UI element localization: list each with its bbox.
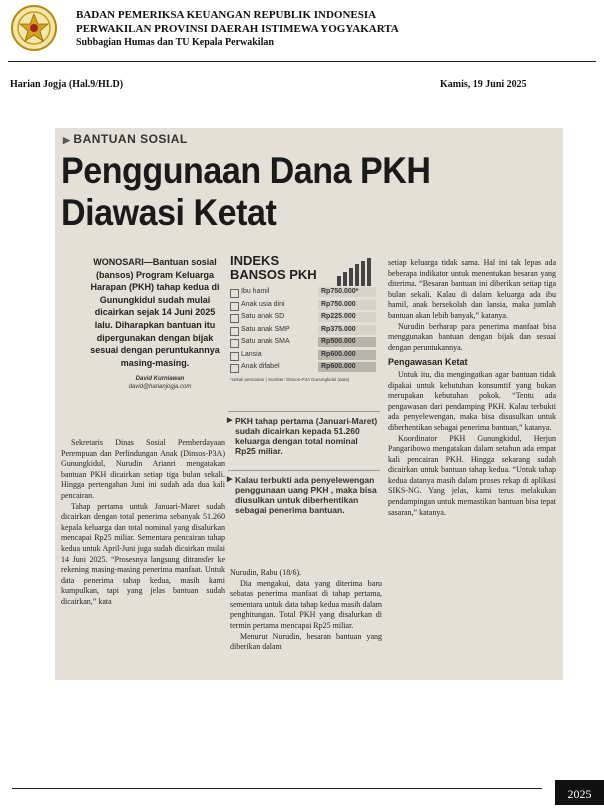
infobox-row [230,312,380,325]
bpk-seal-logo [10,4,58,52]
byline [105,375,215,391]
checkbox-icon [230,352,239,361]
infobox-row-label: Satu anak SMA [241,338,290,345]
infobox-row [230,362,380,375]
checkbox-icon [230,327,239,336]
section-label: BANTUAN SOSIAL [73,132,188,146]
infobox-rows [230,287,380,375]
infobox-row-value: Rp600.000 [318,362,376,372]
infobox-row-label: Anak usia dini [241,300,285,308]
bullet-text: PKH tahap pertama (Januari-Maret) sudah dicairkan kepada 51.260 keluarga dengan total nominal Rp25 miliar. [235,416,378,456]
infobox-row-label: Satu anak SD [241,313,285,320]
org-name-line1: BADAN PEMERIKSA KEUANGAN REPUBLIK INDONESIA [76,9,377,21]
article-column-1 [61,438,225,608]
infobox-row-value: Rp750.000 [318,300,376,310]
checkbox-icon [230,289,239,298]
bullet-arrow-icon: ▶ [227,417,233,424]
infobox-row-value: Rp375.000 [318,325,376,335]
infobox-row-label: Ibu hamil [241,288,270,295]
paragraph: Tahap pertama untuk Januari-Maret sudah dicairkan dengan total penerima sebanyak 51.260 kepala keluarga dan total nominal yang disalurkan mencapai Rp25 miliar. Sementara pencairan tahap kedua untuk April-Juni juga sudah dicairkan mulai 14 Juni 2025. “Prosesnya langsung ditransfer ke rekening masing-masing penerima manfaat. Untuk data penerima tahap kedua, masih kami kumpulkan, tapi yang jelas bantuan sudah dicairkan,” kata [61,501,225,606]
infobox-row [230,337,380,350]
infobox-title-line1: INDEKS [230,253,280,268]
checkbox-icon [230,302,239,311]
paragraph: setiap keluarga tidak sama. Hal ini tak lepas ada beberapa indikator untuk menentukan besaran yang diterima. “Besaran bantuan ini diberikan setiap tiga bulan sekali. Kalau di dalam keluarga ada ibu hamil, anak bersekolah dan lansia, maka jumlah bantuan akan lebih banyak,” katanya. [388,258,556,320]
infobox-row [230,350,380,363]
bullet-text: Kalau terbukti ada penyelewengan penggunaan uang PKH , maka bisa diusulkan untuk diberhentikan sebagai penerima bantuan. [235,475,377,515]
bullet-point [227,475,380,515]
infobox-row-value: Rp600.000 [318,350,376,360]
byline-email: david@harianjogja.com [128,384,192,390]
divider [228,470,380,471]
article-column-2 [230,568,382,653]
org-unit-line: Subbagian Humas dan TU Kepala Perwakilan [76,37,274,48]
infobox-row-label: Anak difabel [241,363,280,370]
subheading: Pengawasan Ketat [388,357,468,368]
byline-name: David Kurniawan [135,376,185,382]
document-header [0,0,604,60]
bansos-index-infobox [230,254,380,382]
infobox-row [230,287,380,300]
article-column-3 [388,258,556,518]
headline-line1: Penggunaan Dana PKH [61,150,431,191]
footer-divider [12,788,542,789]
paragraph: Menurut Nurudin, besaran bantuan yang diberikan dalam [230,631,382,652]
source-label: Harian Jogja (Hal.9/HLD) [10,79,124,90]
paragraph: Koordinator PKH Gunungkidul, Herjun Pangaribowo mengatakan dalam setahun ada empat kali pencairan PKH. Hingga sekarang sudah dicairkan untuk bantuan tahap kedua. “Untuk tahap kedua datanya masih dalam proses rekap di aplikasi SIKS-NG. Yang jelas, kami terus melakukan pendampingan untuk memastikan bantuan bisa tepat sasaran,” katanya. [388,433,556,517]
header-divider [8,61,596,62]
paragraph: Sekretaris Dinas Sosial Pemberdayaan Perempuan dan Perlindungan Anak (Dinsos-P3A) Gunungkidul, Nurudin Arianri mengatakan bantuan PKH dicairkan setiap tiga bulan sekali. Hingga pertengahan Juni ini sudah ada dua kali pencairan. [61,438,225,500]
page-number-badge: 2025 [555,780,604,805]
infobox-row [230,300,380,313]
divider [228,411,380,412]
bar-graphic-icon [335,256,377,286]
org-name-line2: PERWAKILAN PROVINSI DAERAH ISTIMEWA YOGYAKARTA [76,23,399,35]
infobox-row-value: Rp500.000 [318,337,376,347]
infobox-row-label: Lansia [241,350,262,358]
infobox-note: *sekali pencairan | Sumber: Dinsos-P3A Gunungkidul (data) [230,376,350,382]
headline-line2: Diawasi Ketat [61,192,277,233]
section-arrow-icon: ▶ [63,135,71,145]
infobox-row-value: Rp750.000* [318,287,376,297]
date-label: Kamis, 19 Juni 2025 [440,79,527,90]
newspaper-clipping [55,128,563,680]
section-tag [63,132,188,146]
article-lead: WONOSARI—Bantuan sosial (bansos) Program Keluarga Harapan (PKH) tahap kedua di Gunungkidul sudah mulai dicairkan sejak 14 Juni 2025 lalu. Diharapkan bantuan itu dipergunakan dengan bijak sesuai dengan peruntukannya masing-masing. [90,257,220,368]
bullet-point [227,416,380,456]
checkbox-icon [230,364,239,373]
checkbox-icon [230,314,239,323]
infobox-row-value: Rp225.000 [318,312,376,322]
paragraph: Dia mengakui, data yang diterima baru sebatas penerima manfaat di tahap pertama, sementara untuk data tahap kedua masih dalam penghitungan. Total PKH yang disalurkan di termin pertama mencapai Rp25 miliar. [230,578,382,630]
paragraph: Untuk itu, dia mengingatkan agar bantuan tidak dipakai untuk kebutuhan konsumtif yang bukan merupakan kebutuhan pokok. “Tentu ada pengawasan dari pendamping PKH. Kalau terbukti ada penyelewengan, maka bisa disusulkan untuk diberhentikan sebagai penerima bantuan,” katanya. [388,369,556,432]
infobox-row-label: Satu anak SMP [241,325,290,333]
infobox-row [230,325,380,338]
paragraph: Nurudin berharap para penerima manfaat bisa menggunakan bantuan dengan bijak dan sesuai dengan peruntukannya. [388,321,556,352]
paragraph: Nurudin, Rabu (18/6). [230,568,302,577]
infobox-title-line2: BANSOS PKH [230,267,317,282]
bullet-arrow-icon: ▶ [227,476,233,483]
checkbox-icon [230,339,239,348]
